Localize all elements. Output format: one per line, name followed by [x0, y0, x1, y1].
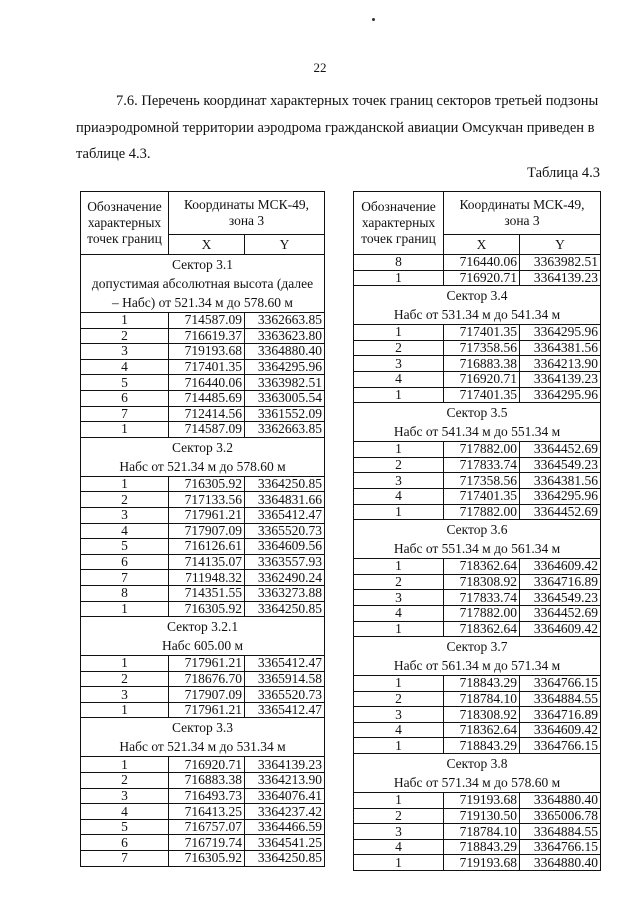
x-coordinate: 719193.68: [444, 793, 520, 809]
section-title-line: Сектор 3.5: [446, 405, 508, 421]
x-coordinate: 711948.32: [169, 570, 245, 586]
point-label: 1: [354, 442, 444, 458]
section-header-row: [81, 617, 325, 656]
point-label: 3: [354, 590, 444, 606]
section-title-line: Набс от 561.34 м до 571.34 м: [393, 658, 561, 674]
y-coordinate: 3364452.69: [520, 605, 601, 621]
section-title-line: Набс от 521.34 м до 531.34 м: [119, 739, 286, 755]
y-coordinate: 3364295.96: [245, 359, 325, 375]
y-coordinate: 3364541.25: [245, 835, 325, 851]
y-coordinate: 3364139.23: [520, 371, 601, 387]
x-coordinate: 717882.00: [444, 605, 520, 621]
section-title: [81, 437, 325, 476]
point-label: 3: [354, 707, 444, 723]
y-coordinate: 3364716.89: [520, 574, 601, 590]
x-coordinate: 716920.71: [444, 371, 520, 387]
section-title-line: Сектор 3.7: [446, 639, 508, 655]
x-coordinate: 717961.21: [169, 702, 245, 718]
y-coordinate: 3365412.47: [245, 656, 325, 672]
point-label: 2: [354, 457, 444, 473]
page-number: 22: [313, 60, 327, 75]
point-label: 1: [81, 601, 169, 617]
point-label: 5: [81, 375, 169, 391]
y-coordinate: 3362490.24: [245, 570, 325, 586]
x-coordinate: 717401.35: [169, 359, 245, 375]
y-coordinate: 3365520.73: [245, 523, 325, 539]
x-coordinate: 718843.29: [444, 676, 520, 692]
table-row: [81, 851, 325, 867]
x-coordinate: 716413.25: [169, 804, 245, 820]
table-row: [354, 340, 601, 356]
table-row: [81, 702, 325, 718]
point-label: 4: [354, 605, 444, 621]
y-coordinate: 3364766.15: [520, 839, 601, 855]
section-title: [81, 617, 325, 656]
y-coordinate: 3364295.96: [520, 325, 601, 341]
x-coordinate: 714587.09: [169, 422, 245, 438]
y-coordinate: 3364452.69: [520, 442, 601, 458]
y-coordinate: 3364766.15: [520, 676, 601, 692]
point-label: 8: [354, 255, 444, 271]
y-coordinate: 3363557.93: [245, 554, 325, 570]
point-label: 4: [81, 804, 169, 820]
x-coordinate: 717882.00: [444, 504, 520, 520]
point-label: 2: [81, 671, 169, 687]
table-row: [81, 601, 325, 617]
y-coordinate: 3363982.51: [520, 255, 601, 271]
table-row: [354, 839, 601, 855]
table-row: [81, 523, 325, 539]
table-row: [81, 344, 325, 360]
coordinates-table-left: [80, 191, 325, 867]
point-label: 4: [81, 359, 169, 375]
section-title: [354, 637, 601, 676]
y-coordinate: 3363005.54: [245, 390, 325, 406]
x-coordinate: 716440.06: [169, 375, 245, 391]
x-coordinate: 717907.09: [169, 523, 245, 539]
point-label: 5: [81, 539, 169, 555]
point-label: 7: [81, 851, 169, 867]
y-coordinate: 3363273.88: [245, 585, 325, 601]
y-coordinate: 3364466.59: [245, 819, 325, 835]
point-label: 1: [354, 621, 444, 637]
table-row: [354, 590, 601, 606]
table-row: [81, 476, 325, 492]
y-coordinate: 3364609.56: [245, 539, 325, 555]
x-coordinate: 719193.68: [444, 855, 520, 871]
section-title-line: Сектор 3.1: [172, 257, 234, 272]
point-label: 1: [81, 313, 169, 329]
header-x: X: [444, 235, 520, 255]
point-label: 1: [354, 676, 444, 692]
y-coordinate: 3364250.85: [245, 601, 325, 617]
table-body-left: [81, 255, 325, 867]
y-coordinate: 3365520.73: [245, 687, 325, 703]
y-coordinate: 3364213.90: [520, 356, 601, 372]
x-coordinate: 714135.07: [169, 554, 245, 570]
point-label: 3: [81, 507, 169, 523]
y-coordinate: 3364549.23: [520, 590, 601, 606]
x-coordinate: 719130.50: [444, 808, 520, 824]
x-coordinate: 716920.71: [444, 270, 520, 286]
point-label: 1: [354, 793, 444, 809]
x-coordinate: 717401.35: [444, 488, 520, 504]
table-label: Таблица 4.3: [527, 165, 600, 181]
header-point-designation: Обозначение характерных точек границ: [81, 192, 169, 255]
point-label: 3: [81, 788, 169, 804]
x-coordinate: 718843.29: [444, 738, 520, 754]
point-label: 1: [81, 476, 169, 492]
x-coordinate: 717961.21: [169, 507, 245, 523]
point-label: 2: [354, 691, 444, 707]
point-label: 4: [354, 488, 444, 504]
table-row: [81, 835, 325, 851]
table-row: [81, 422, 325, 438]
section-title: [354, 520, 601, 559]
x-coordinate: 716920.71: [169, 757, 245, 773]
y-coordinate: 3364295.96: [520, 387, 601, 403]
y-coordinate: 3364880.40: [520, 793, 601, 809]
y-coordinate: 3364609.42: [520, 621, 601, 637]
point-label: 1: [81, 656, 169, 672]
y-coordinate: 3364884.55: [520, 824, 601, 840]
header-coordinates: Координаты МСК-49, зона 3: [169, 192, 325, 235]
y-coordinate: 3361552.09: [245, 406, 325, 422]
x-coordinate: 716305.92: [169, 601, 245, 617]
section-title-line: Набс от 521.34 м до 578.60 м: [119, 458, 286, 474]
section-title-line: допустимая абсолютная высота (далее: [91, 276, 314, 291]
table-row: [81, 406, 325, 422]
point-label: 1: [354, 504, 444, 520]
table-row: [81, 757, 325, 773]
header-y: Y: [245, 235, 325, 255]
section-header-row: [81, 437, 325, 476]
table-row: [354, 457, 601, 473]
x-coordinate: 714351.55: [169, 585, 245, 601]
point-label: 2: [354, 574, 444, 590]
table-row: [81, 671, 325, 687]
table-row: [81, 687, 325, 703]
x-coordinate: 717358.56: [444, 473, 520, 489]
scan-dot: [372, 18, 375, 21]
point-label: 1: [354, 559, 444, 575]
header-point-designation: Обозначение характерных точек границ: [354, 192, 444, 255]
point-label: 6: [81, 390, 169, 406]
table-row: [81, 554, 325, 570]
table-row: [354, 559, 601, 575]
point-label: 3: [81, 344, 169, 360]
x-coordinate: 718784.10: [444, 824, 520, 840]
point-label: 2: [354, 340, 444, 356]
x-coordinate: 718843.29: [444, 839, 520, 855]
section-title-line: Сектор 3.6: [446, 522, 508, 538]
table-row: [354, 504, 601, 520]
point-label: 2: [81, 773, 169, 789]
y-coordinate: 3364609.42: [520, 722, 601, 738]
x-coordinate: 716883.38: [444, 356, 520, 372]
y-coordinate: 3364452.69: [520, 504, 601, 520]
y-coordinate: 3362663.85: [245, 422, 325, 438]
y-coordinate: 3364831.66: [245, 492, 325, 508]
x-coordinate: 716126.61: [169, 539, 245, 555]
section-header-row: [81, 255, 325, 313]
y-coordinate: 3365006.78: [520, 808, 601, 824]
table-row: [81, 539, 325, 555]
section-title-line: Набс от 531.34 м до 541.34 м: [393, 307, 561, 323]
section-title: [81, 255, 325, 313]
point-label: 4: [81, 523, 169, 539]
y-coordinate: 3364766.15: [520, 738, 601, 754]
point-label: 1: [81, 422, 169, 438]
section-title: [81, 718, 325, 757]
section-header-row: [354, 286, 601, 325]
header-x: X: [169, 235, 245, 255]
x-coordinate: 718362.64: [444, 722, 520, 738]
y-coordinate: 3364549.23: [520, 457, 601, 473]
point-label: 2: [354, 808, 444, 824]
x-coordinate: 717133.56: [169, 492, 245, 508]
y-coordinate: 3364884.55: [520, 691, 601, 707]
y-coordinate: 3364139.23: [520, 270, 601, 286]
paragraph-line: приаэродромной территории аэродрома гражданской авиации Омсукчан приведен в: [76, 119, 595, 136]
x-coordinate: 717401.35: [444, 325, 520, 341]
table-row: [81, 375, 325, 391]
y-coordinate: 3364880.40: [245, 344, 325, 360]
y-coordinate: 3364880.40: [520, 855, 601, 871]
section-header-row: [354, 754, 601, 793]
table-row: [354, 738, 601, 754]
x-coordinate: 719193.68: [169, 344, 245, 360]
table-row: [354, 473, 601, 489]
table-row: [354, 722, 601, 738]
coordinates-table-right: [353, 191, 601, 871]
table-row: [81, 492, 325, 508]
table-row: [354, 855, 601, 871]
section-header-row: [81, 718, 325, 757]
point-label: 1: [354, 325, 444, 341]
table-row: [81, 773, 325, 789]
header-y: Y: [520, 235, 601, 255]
point-label: 2: [81, 328, 169, 344]
point-label: 7: [81, 406, 169, 422]
y-coordinate: 3364381.56: [520, 340, 601, 356]
point-label: 3: [354, 824, 444, 840]
table-row: [81, 788, 325, 804]
table-row: [354, 824, 601, 840]
table-row: [354, 356, 601, 372]
table-row: [354, 621, 601, 637]
point-label: 7: [81, 570, 169, 586]
point-label: 1: [81, 757, 169, 773]
table-body-right: [354, 255, 601, 871]
x-coordinate: 716883.38: [169, 773, 245, 789]
point-label: 1: [81, 702, 169, 718]
x-coordinate: 717882.00: [444, 442, 520, 458]
table-row: [81, 804, 325, 820]
point-label: 3: [354, 473, 444, 489]
y-coordinate: 3363982.51: [245, 375, 325, 391]
table-row: [354, 442, 601, 458]
x-coordinate: 716493.73: [169, 788, 245, 804]
point-label: 8: [81, 585, 169, 601]
paragraph-line: таблице 4.3.: [76, 146, 151, 162]
table-row: [354, 707, 601, 723]
y-coordinate: 3364250.85: [245, 851, 325, 867]
point-label: 4: [354, 371, 444, 387]
y-coordinate: 3364139.23: [245, 757, 325, 773]
y-coordinate: 3364381.56: [520, 473, 601, 489]
section-title: [354, 286, 601, 325]
point-label: 2: [81, 492, 169, 508]
section-title-line: Набс от 551.34 м до 561.34 м: [393, 541, 561, 557]
section-title-line: Сектор 3.8: [446, 756, 508, 772]
y-coordinate: 3364213.90: [245, 773, 325, 789]
table-row: [81, 328, 325, 344]
section-title-line: Сектор 3.2: [172, 439, 234, 455]
x-coordinate: 712414.56: [169, 406, 245, 422]
point-label: 6: [81, 554, 169, 570]
table-row: [354, 793, 601, 809]
table-row: [354, 488, 601, 504]
table-row: [354, 387, 601, 403]
x-coordinate: 716305.92: [169, 851, 245, 867]
table-row: [354, 574, 601, 590]
x-coordinate: 718362.64: [444, 621, 520, 637]
x-coordinate: 716440.06: [444, 255, 520, 271]
x-coordinate: 718308.92: [444, 707, 520, 723]
table-row: [354, 605, 601, 621]
y-coordinate: 3363623.80: [245, 328, 325, 344]
point-label: 4: [354, 839, 444, 855]
table-row: [81, 585, 325, 601]
x-coordinate: 714485.69: [169, 390, 245, 406]
y-coordinate: 3364295.96: [520, 488, 601, 504]
paragraph-line: 7.6. Перечень координат характерных точек границ секторов третьей подзоны: [116, 93, 599, 109]
section-title-line: – Набс) от 521.34 м до 578.60 м: [112, 295, 293, 310]
section-title-line: Сектор 3.4: [446, 288, 508, 304]
x-coordinate: 717833.74: [444, 457, 520, 473]
table-row: [81, 819, 325, 835]
intro-paragraph: [76, 88, 604, 168]
section-title-line: Сектор 3.3: [172, 720, 234, 736]
section-title-line: Набс от 571.34 м до 578.60 м: [393, 775, 561, 791]
x-coordinate: 714587.09: [169, 313, 245, 329]
section-title: [354, 403, 601, 442]
y-coordinate: 3364250.85: [245, 476, 325, 492]
section-title-line: Набс 605.00 м: [161, 638, 244, 654]
point-label: 1: [354, 738, 444, 754]
table-row: [81, 390, 325, 406]
point-label: 4: [354, 722, 444, 738]
table-row: [354, 676, 601, 692]
point-label: 3: [81, 687, 169, 703]
point-label: 1: [354, 387, 444, 403]
x-coordinate: 717907.09: [169, 687, 245, 703]
x-coordinate: 716757.07: [169, 819, 245, 835]
table-row: [354, 371, 601, 387]
x-coordinate: 716619.37: [169, 328, 245, 344]
section-title-line: Сектор 3.2.1: [166, 619, 239, 635]
x-coordinate: 717833.74: [444, 590, 520, 606]
x-coordinate: 718676.70: [169, 671, 245, 687]
table-row: [354, 691, 601, 707]
table-row: [81, 507, 325, 523]
table-row: [81, 656, 325, 672]
header-coordinates: Координаты МСК-49, зона 3: [444, 192, 601, 235]
x-coordinate: 717961.21: [169, 656, 245, 672]
table-row: [81, 570, 325, 586]
section-header-row: [354, 520, 601, 559]
section-title: [354, 754, 601, 793]
y-coordinate: 3364237.42: [245, 804, 325, 820]
x-coordinate: 716719.74: [169, 835, 245, 851]
x-coordinate: 718784.10: [444, 691, 520, 707]
point-label: 1: [354, 270, 444, 286]
x-coordinate: 718362.64: [444, 559, 520, 575]
table-row: [354, 325, 601, 341]
y-coordinate: 3364076.41: [245, 788, 325, 804]
y-coordinate: 3365412.47: [245, 507, 325, 523]
table-row: [354, 255, 601, 271]
section-title-line: Набс от 541.34 м до 551.34 м: [393, 424, 561, 440]
x-coordinate: 716305.92: [169, 476, 245, 492]
y-coordinate: 3364609.42: [520, 559, 601, 575]
y-coordinate: 3365914.58: [245, 671, 325, 687]
section-header-row: [354, 403, 601, 442]
point-label: 6: [81, 835, 169, 851]
section-header-row: [354, 637, 601, 676]
table-row: [81, 313, 325, 329]
y-coordinate: 3364716.89: [520, 707, 601, 723]
y-coordinate: 3362663.85: [245, 313, 325, 329]
point-label: 3: [354, 356, 444, 372]
x-coordinate: 717358.56: [444, 340, 520, 356]
table-row: [354, 270, 601, 286]
point-label: 5: [81, 819, 169, 835]
table-row: [354, 808, 601, 824]
x-coordinate: 718308.92: [444, 574, 520, 590]
point-label: 1: [354, 855, 444, 871]
x-coordinate: 717401.35: [444, 387, 520, 403]
table-row: [81, 359, 325, 375]
y-coordinate: 3365412.47: [245, 702, 325, 718]
